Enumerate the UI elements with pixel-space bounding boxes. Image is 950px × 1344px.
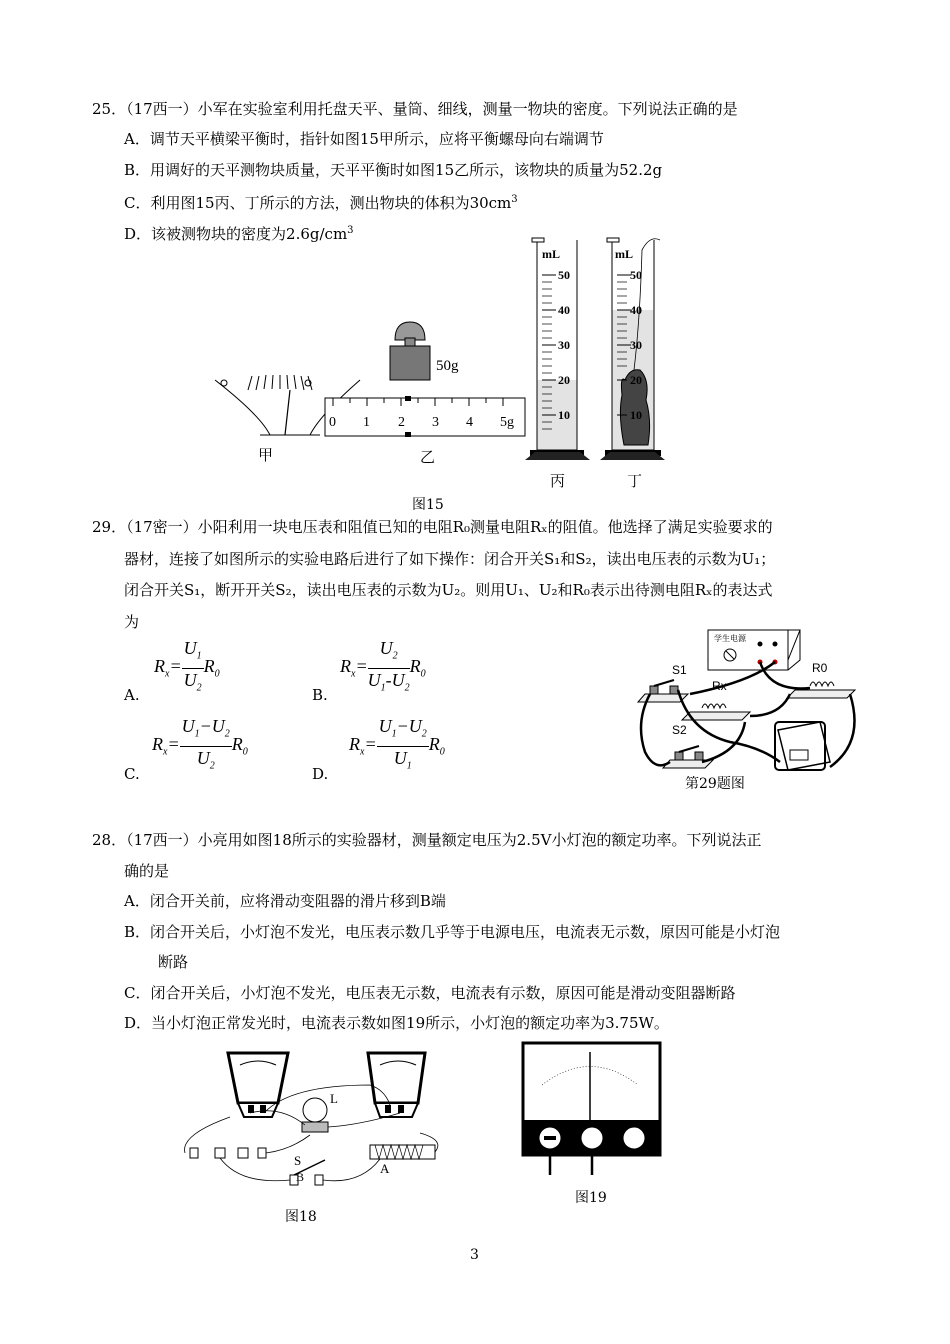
q28-line-1: 28．（17西一）小亮用如图18所示的实验器材，测量额定电压为2.5V小灯泡的额定功率。下列说法正 xyxy=(92,831,762,849)
figure-19-caption: 图19 xyxy=(575,1190,607,1206)
q29-formula-a: $R_x=$ $\frac{U_1}{U_2}$ $R_0$ xyxy=(154,638,220,694)
q29-line-2: 器材，连接了如图所示的实验电路后进行了如下操作：闭合开关S₁和S₂，读出电压表的示数为U₁； xyxy=(124,550,776,568)
q28-option-b: B．闭合开关后，小灯泡不发光，电压表示数几乎等于电源电压，电流表无示数，原因可能是小灯泡 xyxy=(124,923,781,941)
figure-29-circuit xyxy=(630,622,862,782)
cyl-ding-tick-10: 10 xyxy=(630,408,642,422)
q29-line-3: 闭合开关S₁，断开开关S₂，读出电压表的示数为U₂。则用U₁、U₂和R₀表示出待测电阻Rₓ的表达式 xyxy=(124,581,773,599)
label-jia: 甲 xyxy=(258,446,274,464)
q29-line-1: 29．（17密一）小阳利用一块电压表和阻值已知的电阻R₀测量电阻Rₓ的阻值。他选择了满足实验要求的 xyxy=(92,518,773,536)
cyl-bing-unit: mL xyxy=(542,247,560,261)
ruler-tick-3: 3 xyxy=(432,415,439,430)
q28-option-d: D．当小灯泡正常发光时，电流表示数如图19所示，小灯泡的额定功率为3.75W。 xyxy=(124,1014,669,1032)
cyl-bing-tick-10: 10 xyxy=(558,408,570,422)
figure-18-circuit xyxy=(180,1045,460,1195)
rx-label: Rx xyxy=(712,679,727,693)
r0-label: R0 xyxy=(812,661,828,675)
cyl-bing-tick-50: 50 xyxy=(558,268,570,282)
q29-option-b-label: B. xyxy=(312,686,328,704)
q29-formula-c: $R_x=$ $\frac{U_1-U_2}{U_2}$ $R_0$ xyxy=(152,716,248,772)
label-bing: 丙 xyxy=(550,472,566,490)
cyl-bing-tick-20: 20 xyxy=(558,373,570,387)
cyl-ding-unit: mL xyxy=(615,247,633,261)
fig18-S-label: S xyxy=(294,1153,302,1168)
cyl-bing-tick-30: 30 xyxy=(558,338,570,352)
s2-label: S2 xyxy=(672,723,687,737)
fig18-A-label: A xyxy=(380,1161,390,1176)
ruler-tick-4: 4 xyxy=(466,415,473,430)
ruler-tick-2: 2 xyxy=(398,415,405,430)
ruler xyxy=(325,398,525,436)
q25-option-d: D．该被测物块的密度为$2.6g/cm^3$ xyxy=(124,225,354,243)
page-number: 3 xyxy=(470,1247,479,1263)
cyl-ding-tick-50: 50 xyxy=(630,268,642,282)
cyl-ding-tick-40: 40 xyxy=(630,303,642,317)
q29-formula-d: $R_x=$ $\frac{U_1-U_2}{U_1}$ $R_0$ xyxy=(349,716,445,772)
q29-formula-b: $R_x=$ $\frac{U_2}{U_1-U_2}$ $R_0$ xyxy=(340,638,426,694)
q29-line-4: 为 xyxy=(124,613,140,631)
q25-option-c: C．利用图15丙、丁所示的方法，测出物块的体积为$30cm^3$ xyxy=(124,194,518,212)
figure-19-ammeter xyxy=(520,1040,665,1180)
cyl-ding-tick-30: 30 xyxy=(630,338,642,352)
q28-option-b-cont: 断路 xyxy=(158,953,189,971)
figure-18-caption: 图18 xyxy=(285,1209,317,1225)
s1-label: S1 xyxy=(672,663,687,677)
q25-option-a: A．调节天平横梁平衡时，指针如图15甲所示，应将平衡螺母向右端调节 xyxy=(124,130,604,148)
fig18-L-label: L xyxy=(330,1091,338,1106)
q25-stem: 25．（17西一）小军在实验室利用托盘天平、量筒、细线，测量一物块的密度。下列说法正确的是 xyxy=(92,100,738,118)
q25-option-b: B．用调好的天平测物块质量，天平平衡时如图15乙所示，该物块的质量为52.2g xyxy=(124,161,663,179)
q28-option-a: A．闭合开关前，应将滑动变阻器的滑片移到B端 xyxy=(124,892,446,910)
fig18-B-label: B xyxy=(296,1170,305,1184)
ruler-tick-0: 0 xyxy=(329,415,336,430)
weight-50g-drawing xyxy=(390,322,430,380)
label-ding: 丁 xyxy=(627,472,643,490)
figure-15-caption: 图15 xyxy=(412,497,444,513)
q29-option-a-label: A. xyxy=(124,686,140,704)
q29-option-c-label: C. xyxy=(124,765,140,783)
label-yi: 乙 xyxy=(420,448,436,466)
figure-29-caption: 第29题图 xyxy=(685,776,745,792)
ruler-tick-1: 1 xyxy=(363,415,370,430)
cyl-bing-tick-40: 40 xyxy=(558,303,570,317)
q28-line-2: 确的是 xyxy=(124,862,170,880)
q29-option-d-label: D. xyxy=(312,765,329,783)
ruler-tick-5: 5g xyxy=(500,415,514,430)
q28-option-c: C．闭合开关后，小灯泡不发光，电压表无示数，电流表有示数，原因可能是滑动变阻器断路 xyxy=(124,984,736,1002)
figure-15 xyxy=(200,230,680,520)
cyl-ding-tick-20: 20 xyxy=(630,373,642,387)
power-supply-label: 学生电源 xyxy=(714,634,746,643)
weight-label: 50g xyxy=(436,358,459,374)
